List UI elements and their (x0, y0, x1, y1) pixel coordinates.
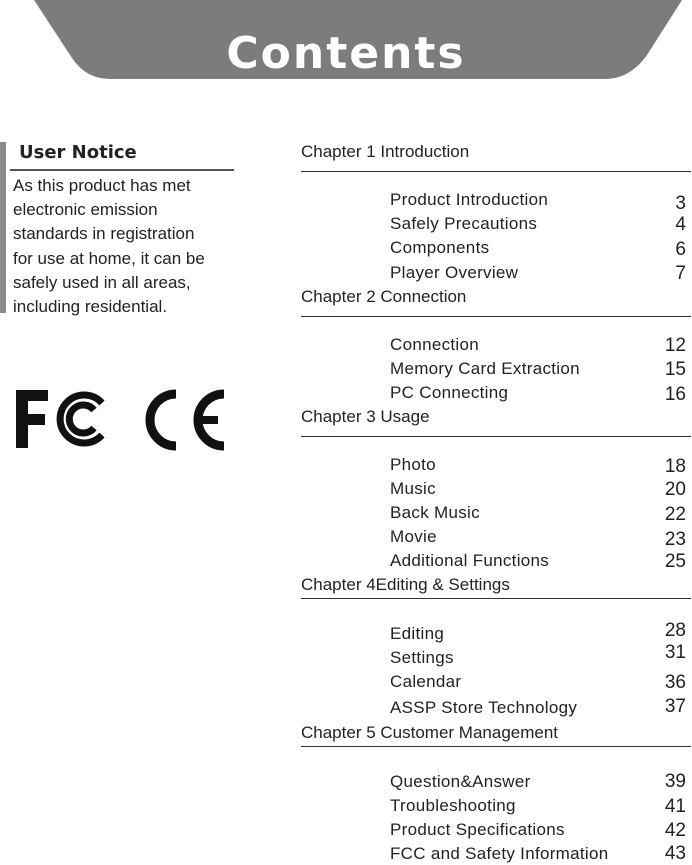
toc-page-number: 7 (675, 263, 686, 284)
ce-logo (150, 394, 224, 446)
toc-entry: Player Overview (390, 263, 519, 282)
user-notice-text: As this product has met electronic emission standards in registration for use at home, it can be safely used in all areas, including residential. (13, 176, 205, 317)
toc-entry: ASSP Store Technology (390, 698, 578, 717)
toc-entry: Memory Card Extraction (390, 359, 580, 378)
chapter-2-divider (301, 316, 691, 317)
toc-page-number: 20 (664, 479, 686, 500)
chapter-1-divider (301, 171, 691, 172)
chapter-1-title: Chapter 1 Introduction (301, 142, 470, 161)
chapter-3-divider (301, 436, 691, 437)
toc-page-number: 31 (664, 642, 686, 663)
notice-accent-bar (0, 142, 6, 313)
toc-entry: Calendar (390, 672, 462, 691)
fcc-logo (16, 390, 102, 448)
toc-entry: Components (390, 238, 490, 257)
toc-page-number: 23 (664, 529, 686, 550)
toc-entry: Movie (390, 527, 437, 546)
toc-entry: Product Introduction (390, 190, 549, 209)
toc-entry: Question&Answer (390, 772, 531, 791)
toc-entry: FCC and Safety Information (390, 844, 609, 863)
toc-entry: Troubleshooting (390, 796, 516, 815)
toc-entry: Safely Precautions (390, 214, 538, 233)
toc-page-number: 16 (664, 384, 686, 405)
toc-page-number: 28 (664, 620, 686, 641)
user-notice-heading: User Notice (19, 142, 137, 163)
toc-page-number: 22 (664, 504, 686, 525)
toc-page-number: 36 (664, 672, 686, 693)
toc-page-number: 37 (664, 696, 686, 717)
toc-entry: Music (390, 479, 436, 498)
chapter-5-divider (301, 746, 691, 747)
chapter-2-title: Chapter 2 Connection (301, 287, 467, 306)
toc-entry: Editing (390, 624, 445, 643)
toc-entry: Settings (390, 648, 454, 667)
chapter-4-divider (301, 598, 691, 599)
notice-divider (10, 169, 234, 171)
page-title: Contents (226, 28, 466, 79)
toc-page-number: 41 (664, 796, 686, 817)
toc-entry: Additional Functions (390, 551, 550, 570)
toc-page-number: 25 (664, 551, 686, 572)
toc-page-number: 3 (675, 193, 686, 214)
toc-entry: Connection (390, 335, 480, 354)
toc-page-number: 43 (664, 843, 686, 864)
chapter-5-title: Chapter 5 Customer Management (301, 723, 559, 742)
toc-page-number: 12 (664, 335, 686, 356)
toc-page-number: 18 (664, 456, 686, 477)
chapter-3-title: Chapter 3 Usage (301, 407, 430, 426)
toc-page-number: 39 (664, 771, 686, 792)
toc-entry: Back Music (390, 503, 480, 522)
toc-entry: Photo (390, 455, 436, 474)
chapter-4-title: Chapter 4Editing & Settings (301, 575, 510, 594)
toc-page-number: 4 (675, 214, 686, 235)
toc-page-number: 6 (675, 239, 686, 260)
certification-logos (14, 388, 229, 452)
toc-entry: Product Specifications (390, 820, 565, 839)
toc-entry: PC Connecting (390, 383, 509, 402)
toc-page-number: 15 (664, 359, 686, 380)
toc-page-number: 42 (664, 820, 686, 841)
